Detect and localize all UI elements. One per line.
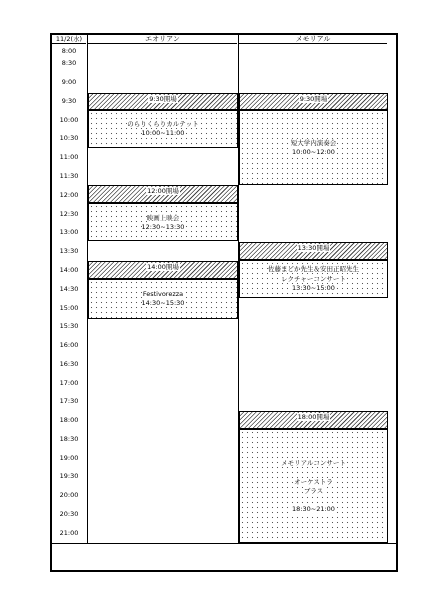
schedule-bottom-line <box>52 543 396 544</box>
memorial-event-3-subtitle: オーケストラ <box>294 478 333 486</box>
memorial-event-1-time: 10:00~12:00 <box>292 148 335 156</box>
eolian-event-3-time: 14:30~15:30 <box>141 299 185 307</box>
time-label: 9:30 <box>61 97 77 105</box>
time-label: 19:00 <box>59 454 79 462</box>
memorial-event-3 <box>239 429 388 543</box>
eolian-event-2-title: 映画上映会 <box>146 214 180 222</box>
time-label: 8:00 <box>61 47 77 55</box>
time-label: 12:00 <box>59 191 79 199</box>
venue-header-eolian: エオリアン <box>88 35 237 44</box>
memorial-dash-2 <box>239 260 388 261</box>
eolian-dash-1 <box>88 110 238 111</box>
time-label: 20:00 <box>59 491 79 499</box>
time-label: 15:00 <box>59 304 79 312</box>
time-label: 10:00 <box>59 116 79 124</box>
time-label: 13:30 <box>59 247 79 255</box>
time-label: 20:30 <box>59 510 79 518</box>
memorial-event-3-subtitle2: ブラス <box>303 487 324 495</box>
eolian-event-2-time: 12:30~13:30 <box>141 223 185 231</box>
time-label: 13:00 <box>59 228 79 236</box>
time-label: 21:00 <box>59 529 79 537</box>
eolian-event-3-title: Festivorezza <box>142 290 184 298</box>
date-header: 11/2(水) <box>52 35 86 44</box>
eolian-open-1-label: 9:30開場 <box>149 95 177 103</box>
memorial-event-1-title: 短大学内演奏会 <box>290 139 337 147</box>
time-label: 16:30 <box>59 360 79 368</box>
eolian-open-2-label: 12:00開場 <box>147 187 179 195</box>
memorial-event-2-title: 佐藤まどか先生＆安田正昭先生 <box>268 265 359 273</box>
eolian-dash-2 <box>88 203 238 204</box>
memorial-open-2 <box>239 242 388 260</box>
time-label: 10:30 <box>59 134 79 142</box>
memorial-open-1 <box>239 93 388 110</box>
time-label: 18:30 <box>59 435 79 443</box>
time-label: 16:00 <box>59 341 79 349</box>
time-label: 19:30 <box>59 472 79 480</box>
venue-header-memorial: メモリアル <box>239 35 387 44</box>
eolian-event-1-title: のらりくらりカルテット <box>127 120 199 128</box>
time-label: 14:00 <box>59 266 79 274</box>
time-label: 12:30 <box>59 210 79 218</box>
memorial-dash-3 <box>239 429 388 430</box>
memorial-event-3-time: 18:30~21:00 <box>292 505 335 513</box>
memorial-event-2-subtitle: レクチャーコンサート <box>281 275 346 283</box>
time-label: 18:00 <box>59 416 79 424</box>
memorial-event-2-time: 13:30~15:00 <box>292 284 335 292</box>
eolian-open-3 <box>88 261 238 279</box>
memorial-open-1-label: 9:30開場 <box>299 95 328 103</box>
eolian-dash-3 <box>88 279 238 280</box>
time-label: 9:00 <box>61 78 77 86</box>
time-label: 17:30 <box>59 397 79 405</box>
eolian-open-2 <box>88 185 238 203</box>
memorial-open-2-label: 13:30開場 <box>297 244 330 252</box>
time-label: 8:30 <box>61 59 77 67</box>
memorial-open-3-label: 18:00開場 <box>297 413 330 421</box>
eolian-open-3-label: 14:00開場 <box>147 263 179 271</box>
eolian-event-2 <box>88 203 238 241</box>
memorial-dash-1 <box>239 110 388 111</box>
eolian-event-1-time: 10:00~11:00 <box>141 129 185 137</box>
memorial-event-3-title: メモリアルコンサート <box>281 459 346 467</box>
time-label: 15:30 <box>59 322 79 330</box>
memorial-open-3 <box>239 411 388 429</box>
time-label: 11:30 <box>59 172 79 180</box>
time-label: 14:30 <box>59 285 79 293</box>
eolian-open-1 <box>88 93 238 110</box>
time-label: 11:00 <box>59 153 79 161</box>
time-label: 17:00 <box>59 379 79 387</box>
